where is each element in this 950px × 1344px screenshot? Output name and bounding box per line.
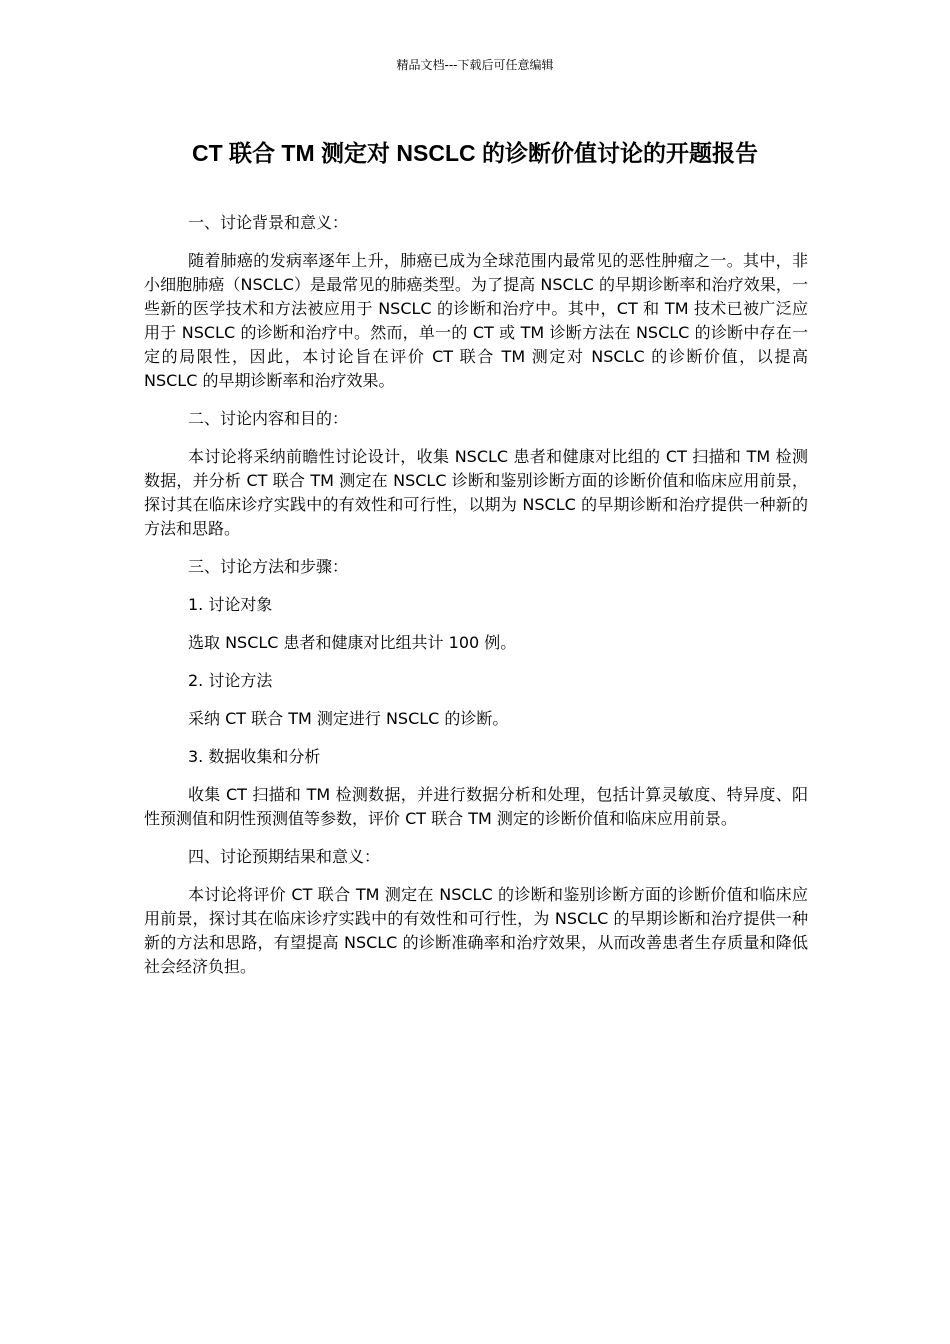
section-heading-expected-results: 四、讨论预期结果和意义：: [188, 847, 381, 866]
document-body: [144, 211, 808, 993]
paragraph-subjects: 选取 NSCLC 患者和健康对比组共计 100 例。: [188, 633, 517, 652]
subheading-data-analysis: 3. 数据收集和分析: [188, 747, 321, 766]
section-heading-background: 一、讨论背景和意义：: [188, 213, 349, 232]
paragraph-method: 采纳 CT 联合 TM 测定进行 NSCLC 的诊断。: [188, 709, 509, 728]
document-title: CT 联合 TM 测定对 NSCLC 的诊断价值讨论的开题报告: [191, 140, 759, 166]
subheading-method: 2. 讨论方法: [188, 671, 273, 690]
section-heading-methods: 三、讨论方法和步骤：: [188, 557, 349, 576]
paragraph-background: 随着肺癌的发病率逐年上升，肺癌已成为全球范围内最常见的恶性肿瘤之一。其中，非小细胞肺癌（NSCLC）是最常见的肺癌类型。为了提高 NSCLC 的早期诊断率和治疗效果，一些新的医学技术和方法被应用于 NSCLC 的诊断和治疗中。其中，CT 和 TM 技术已被广泛应用于 NSCLC 的诊断和治疗中。然而，单一的 CT 或 TM 诊断方法在 NSCLC 的诊断中存在一定的局限性，因此，本讨论旨在评价 CT 联合 TM 测定对 NSCLC 的诊断价值，以提高 NSCLC 的早期诊断率和治疗效果。: [144, 251, 808, 390]
paragraph-expected-results: 本讨论将评价 CT 联合 TM 测定在 NSCLC 的诊断和鉴别诊断方面的诊断价值和临床应用前景，探讨其在临床诊疗实践中的有效性和可行性，为 NSCLC 的早期诊断和治疗提供一种新的方法和思路，有望提高 NSCLC 的诊断准确率和治疗效果，从而改善患者生存质量和降低社会经济负担。: [144, 885, 808, 976]
paragraph-data-analysis: 收集 CT 扫描和 TM 检测数据，并进行数据分析和处理，包括计算灵敏度、特异度、阳性预测值和阴性预测值等参数，评价 CT 联合 TM 测定的诊断价值和临床应用前景。: [144, 785, 808, 828]
subheading-subjects: 1. 讨论对象: [188, 595, 273, 614]
page-header-watermark: 精品文档---下载后可任意编辑: [396, 58, 554, 72]
paragraph-content-purpose: 本讨论将采纳前瞻性讨论设计，收集 NSCLC 患者和健康对比组的 CT 扫描和 TM 检测数据，并分析 CT 联合 TM 测定在 NSCLC 诊断和鉴别诊断方面的诊断价值和临床应用前景，探讨其在临床诊疗实践中的有效性和可行性，以期为 NSCLC 的早期诊断和治疗提供一种新的方法和思路。: [144, 447, 808, 538]
section-heading-content-purpose: 二、讨论内容和目的：: [188, 409, 349, 428]
